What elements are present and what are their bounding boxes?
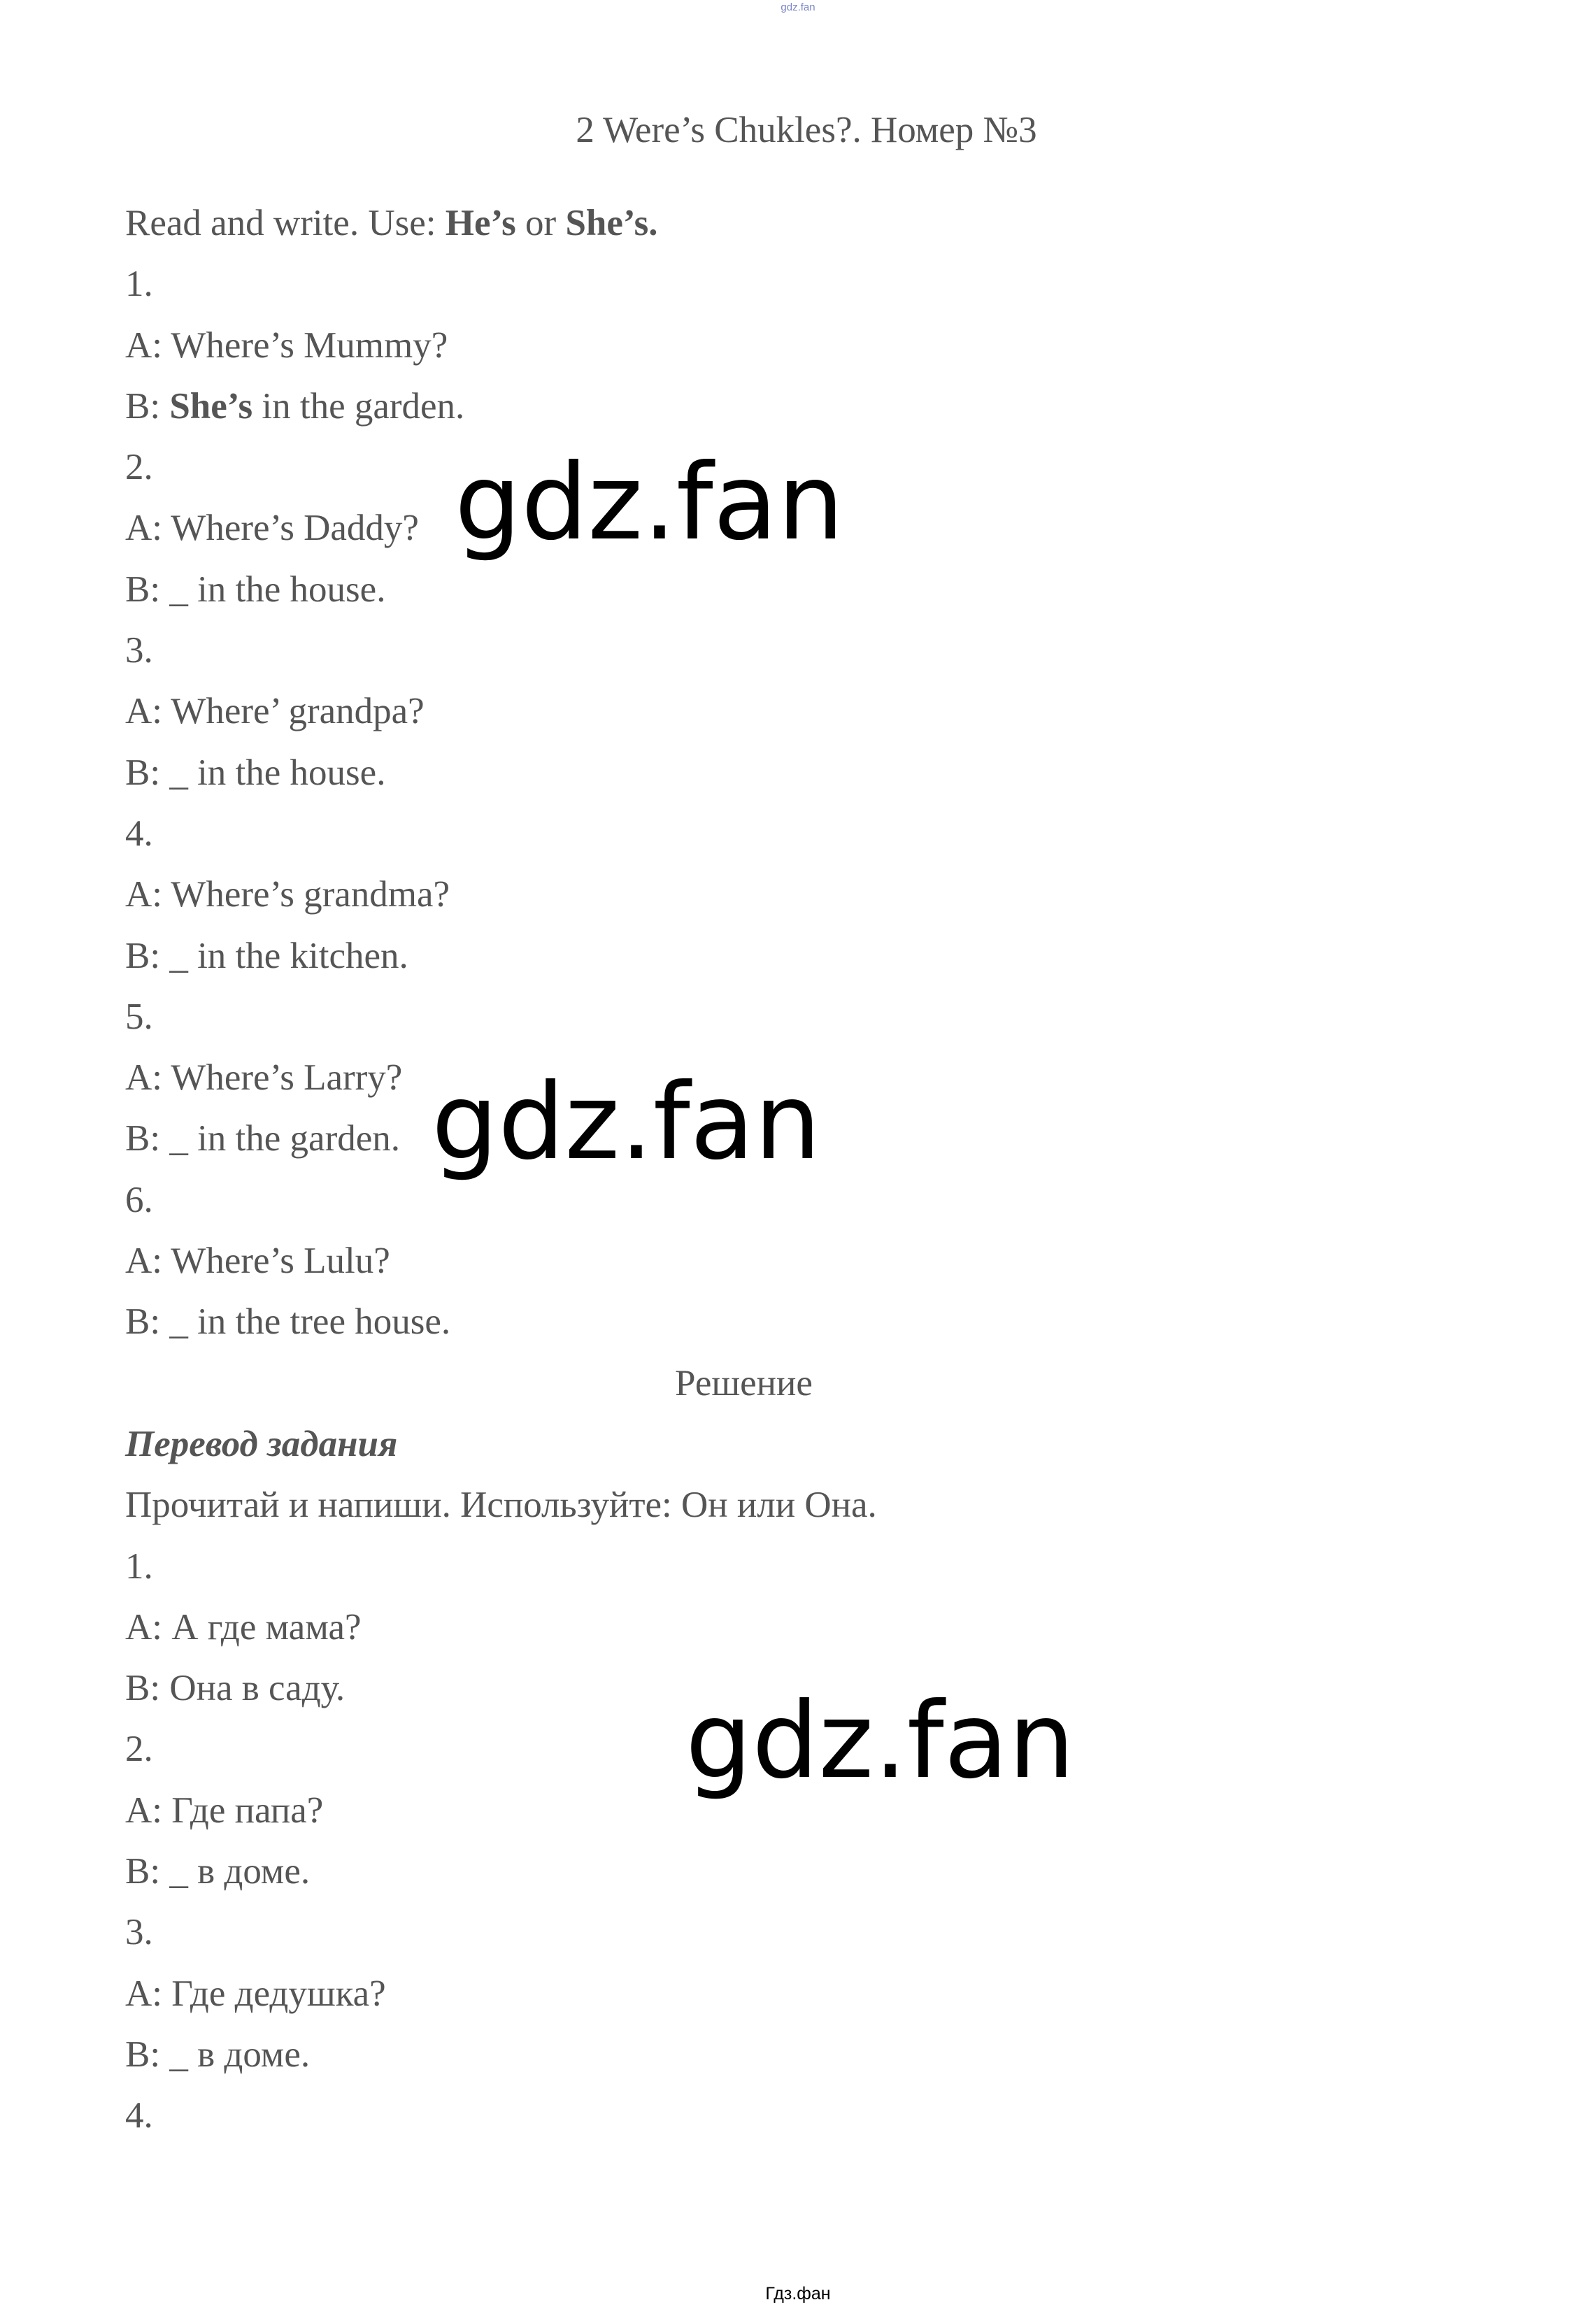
exercise-number: 5. [125,996,153,1037]
translation-number: 3. [125,1912,153,1953]
solution-heading: Решение [675,1362,813,1404]
watermark-text: gdz.fan [432,1062,821,1183]
translation-task: Прочитай и напиши. Используйте: Он или Она. [125,1485,877,1526]
translation-answer: B: _ в доме. [125,2034,311,2075]
translation-heading: Перевод задания [125,1423,398,1464]
exercise-question: A: Where’s Lulu? [125,1241,390,1282]
task-word-shes: She’s. [565,203,658,243]
exercise-number: 4. [125,813,153,854]
exercise-question: A: Where’s Larry? [125,1057,403,1099]
page-title: 2 Were’s Chukles?. Номер №3 [576,110,1037,150]
exercise-answer: B: She’s in the garden. [125,385,465,427]
exercise-answer: B: _ in the tree house. [125,1301,451,1343]
translation-question: A: Где папа? [125,1790,324,1831]
exercise-answer: B: _ in the house. [125,752,386,793]
exercise-number: 2. [125,447,153,488]
translation-answer: B: _ в доме. [125,1851,311,1892]
watermark-text: gdz.fan [455,442,844,564]
translation-answer: B: Она в саду. [125,1668,345,1709]
exercise-question: A: Where’s Mummy? [125,324,448,366]
watermark-text: gdz.fan [685,1680,1075,1802]
task-word-hes: He’s [445,203,516,243]
translation-question: A: А где мама? [125,1606,362,1648]
exercise-number: 3. [125,630,153,671]
translation-number: 2. [125,1729,153,1770]
header-watermark: gdz.fan [781,1,815,13]
task-instruction: Read and write. Use: He’s or She’s. [125,203,658,243]
exercise-question: A: Where’s Daddy? [125,508,419,549]
exercise-number: 1. [125,264,153,305]
exercise-question: A: Where’s grandma? [125,874,450,915]
answer-bold-word: She’s [169,385,253,427]
exercise-question: A: Where’ grandpa? [125,691,425,732]
footer-text: Гдз.фан [765,2284,831,2304]
exercise-answer: B: _ in the kitchen. [125,935,408,976]
exercise-number: 6. [125,1179,153,1220]
translation-number: 1. [125,1545,153,1587]
exercise-answer: B: _ in the garden. [125,1118,400,1159]
translation-number: 4. [125,2095,153,2136]
exercise-answer: B: _ in the house. [125,569,386,610]
translation-question: A: Где дедушка? [125,1973,386,2014]
